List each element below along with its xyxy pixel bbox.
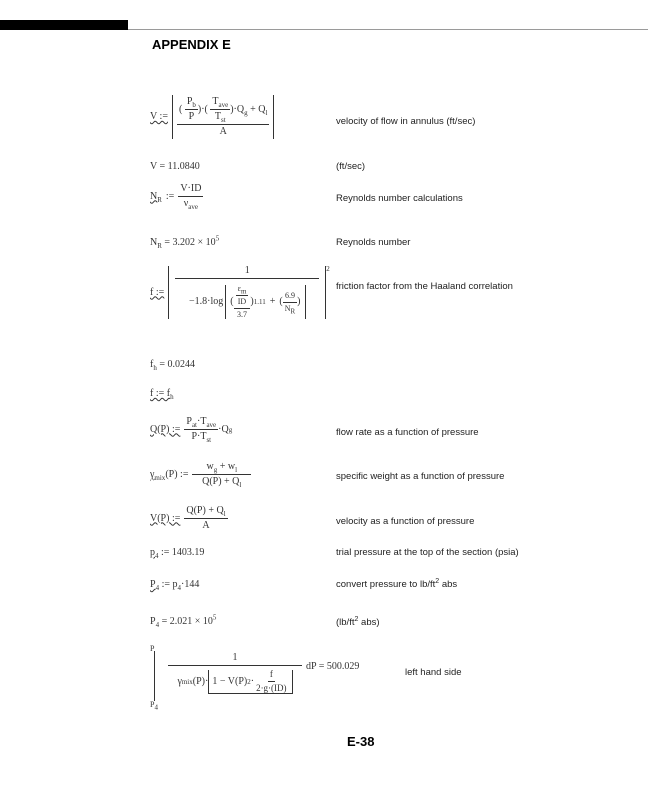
integral-result: dP = 500.029 bbox=[306, 661, 360, 672]
specific-weight-fraction: $\frac{w_g + w_l}{Q(P) + Q_l}$ bbox=[192, 462, 251, 487]
description-pressure-conversion: convert pressure to $lb/ft^2$ abs bbox=[336, 577, 458, 590]
result-pressure: $P_4 = 2.021 \times 10^5$ bbox=[150, 613, 217, 629]
description-left-hand-side: left hand side bbox=[405, 667, 462, 678]
velocity-numerator: ( $\frac{P_b}{P}$ )·( $\frac{T_{ave}}{T_{st}}$ )$\cdot Q_g + Q_l$ bbox=[178, 96, 268, 124]
flow-rate-fraction: $\frac{P_{at}\cdot T_{ave}}{P\cdot T_{st}}$ bbox=[186, 416, 217, 444]
integral-sign bbox=[154, 651, 155, 701]
equation-reynolds: $N_R$ := $\frac{V\cdot ID}{\nu_{ave}}$ bbox=[150, 183, 202, 211]
equation-velocity-annulus bbox=[150, 95, 274, 139]
integrand-fraction: 1 γ mix (P)· 1 − V(P) 2 · $\frac{f}{2\cdot g\cdot(ID)}$ bbox=[168, 653, 302, 694]
equation-flow-rate: Q(P) := $\frac{P_{at}\cdot T_{ave}}{P\cdot T_{st}}$ ·Q g bbox=[150, 416, 233, 444]
reynolds-ratio: $\frac{6.9}{N_R}$ bbox=[284, 290, 296, 316]
assign-friction-factor: f := $f_h$ bbox=[150, 388, 174, 401]
page-title: APPENDIX E bbox=[152, 37, 231, 52]
description-reynolds-calc: Reynolds number calculations bbox=[336, 193, 463, 204]
description-velocity-units: (ft/sec) bbox=[336, 161, 366, 172]
page-number: E-38 bbox=[347, 734, 375, 749]
equation-velocity-function: V(P) := $\frac{Q(P) + Q_l}{A}$ bbox=[150, 505, 226, 531]
equation-lhs: V := bbox=[150, 111, 168, 122]
pressure-ratio: $\frac{P_b}{P}$ bbox=[186, 96, 196, 122]
assign-trial-pressure: $p_4$ := 1403.19 bbox=[150, 547, 205, 560]
description-reynolds: Reynolds number bbox=[336, 237, 411, 248]
roughness-ratio: $\frac{\frac{\varepsilon_m}{ID}}{3.7}$ bbox=[234, 285, 251, 319]
assign-pressure-conversion: $P_4$ := $p_4\cdot 144$ bbox=[150, 579, 200, 592]
description-flow-rate: flow rate as a function of pressure bbox=[336, 427, 479, 438]
description-trial-pressure: trial pressure at the top of the section (psia) bbox=[336, 547, 519, 558]
result-reynolds: $N_R = 3.202 \times 10^5$ bbox=[150, 234, 220, 250]
header-rule bbox=[128, 29, 648, 30]
velocity-function-fraction: $\frac{Q(P) + Q_l}{A}$ bbox=[186, 505, 226, 531]
description-velocity-annulus: velocity of flow in annulus (ft/sec) bbox=[336, 116, 476, 127]
result-friction-factor: $f_h = 0.0244$ bbox=[150, 359, 195, 372]
description-specific-weight: specific weight as a function of pressure bbox=[336, 471, 505, 482]
friction-fraction: 1 −1.8·log ( $\frac{\frac{\varepsilon_m}{ID}}{3.7}$ ) 1.11 + ( $\frac{6.9}{N_R}$ ) bbox=[168, 266, 326, 319]
velocity-fraction: ( $\frac{P_b}{P}$ )·( $\frac{T_{ave}}{T_{st}}$ )$\cdot Q_g + Q_l$ A bbox=[172, 95, 274, 139]
result-velocity: V = 11.0840 bbox=[150, 161, 200, 172]
reynolds-fraction: $\frac{V\cdot ID}{\nu_{ave}}$ bbox=[180, 183, 202, 211]
description-pressure-units: ($lb/ft^2$ abs) bbox=[336, 615, 380, 628]
equation-friction-factor: f := 1 −1.8·log ( $\frac{\frac{\varepsilon_m}{ID}}{3.7}$ ) 1.11 + ( $\frac{6.9}{N_R}$ ) $^2$ bbox=[150, 265, 330, 319]
equation-integral: P $P_4$ 1 γ mix (P)· 1 − V(P) 2 · $\frac{f}{2\cdot g\cdot(ID)}$ dP = 500.029 bbox=[150, 644, 360, 712]
description-velocity-function: velocity as a function of pressure bbox=[336, 516, 475, 527]
equation-specific-weight: $\gamma_{mix}$ (P) := $\frac{w_g + w_l}{Q(P) + Q_l}$ bbox=[150, 462, 251, 487]
temperature-ratio: $\frac{T_{ave}}{T_{st}}$ bbox=[212, 96, 229, 124]
header-bar bbox=[0, 20, 128, 30]
description-friction-factor: friction factor from the Haaland correlation bbox=[336, 281, 513, 292]
